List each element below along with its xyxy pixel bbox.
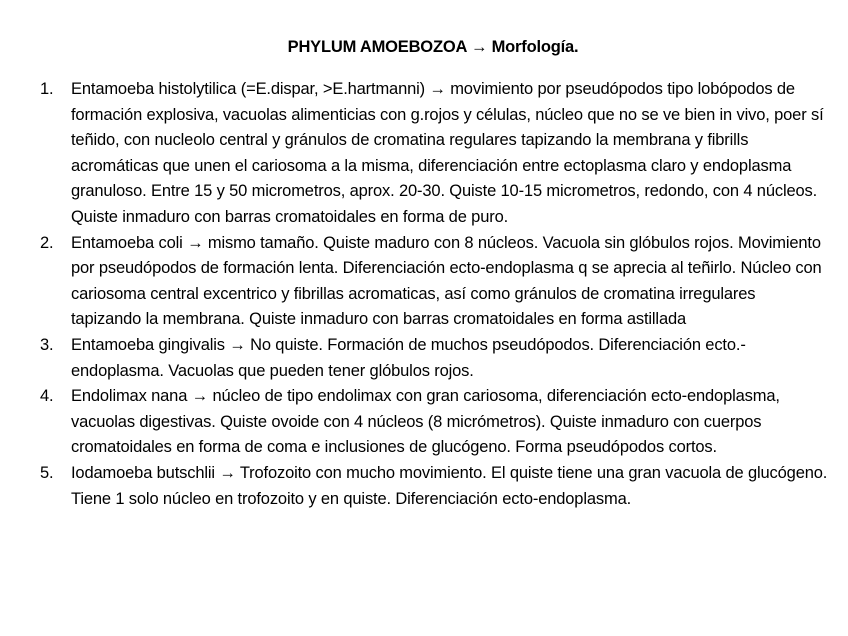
list-item-text: Iodamoeba butschlii → Trofozoito con mucho movimiento. El quiste tiene una gran vacuola de glucógeno. Tiene 1 solo núcleo en trofozoito y en quiste. Diferenciación ecto-endoplasma. <box>71 463 828 508</box>
list-item <box>40 231 830 333</box>
list-item-text: Entamoeba gingivalis → No quiste. Formación de muchos pseudópodos. Diferenciación ecto.-endoplasma. Vacuolas que pueden tener glóbulos rojos. <box>71 335 746 380</box>
list-item <box>40 384 830 461</box>
list-item-number: 3. <box>40 335 54 354</box>
list-item <box>40 461 830 512</box>
page-title: PHYLUM AMOEBOZOA → Morfología. <box>287 38 579 56</box>
list-item-number: 5. <box>40 463 54 482</box>
list-item-text: Entamoeba coli → mismo tamaño. Quiste maduro con 8 núcleos. Vacuola sin glóbulos rojos. Movimiento por pseudópodos de formación lenta. Diferenciación ecto-endoplasma q se aprecia al teñirlo. Núcleo con cariosoma central excentrico y fibrillas acromaticas, así como gránulos de cromatina irregulares tapizando la membrana. Quiste inmaduro con barras cromatoidales en forma astillada <box>71 233 822 329</box>
list-item-number: 2. <box>40 233 54 252</box>
list-item-number: 1. <box>40 80 54 98</box>
list-item-number: 4. <box>40 387 54 406</box>
list-item-text: Entamoeba histolytilica (=E.dispar, >E.hartmanni) → movimiento por pseudópodos tipo lobópodos de formación explosiva, vacuolas alimenticias con g.rojos y células, núcleo que no se ve bien in vivo, poer sí teñido, con nucleolo central y gránulos de cromatina regulares tapizando la membrana y fibrills acromáticas que unen el cariosoma a la misma, diferenciación entre ectoplasma claro y endoplasma granuloso. Entre 15 y 50 micrometros, aprox. 20-30. Quiste 10-15 micrometros, redondo, con 4 núcleos. Quiste inmaduro con barras cromatoidales en forma de puro. <box>71 80 824 226</box>
list-item <box>40 77 830 231</box>
list-item <box>40 333 830 384</box>
list-item-text: Endolimax nana → núcleo de tipo endolimax con gran cariosoma, diferenciación ecto-endoplasma, vacuolas digestivas. Quiste ovoide con 4 núcleos (8 micrómetros). Quiste inmaduro con cuerpos cromatoidales en forma de coma e inclusiones de glucógeno. Forma pseudópodos cortos. <box>71 387 780 457</box>
morphology-list <box>40 77 830 512</box>
